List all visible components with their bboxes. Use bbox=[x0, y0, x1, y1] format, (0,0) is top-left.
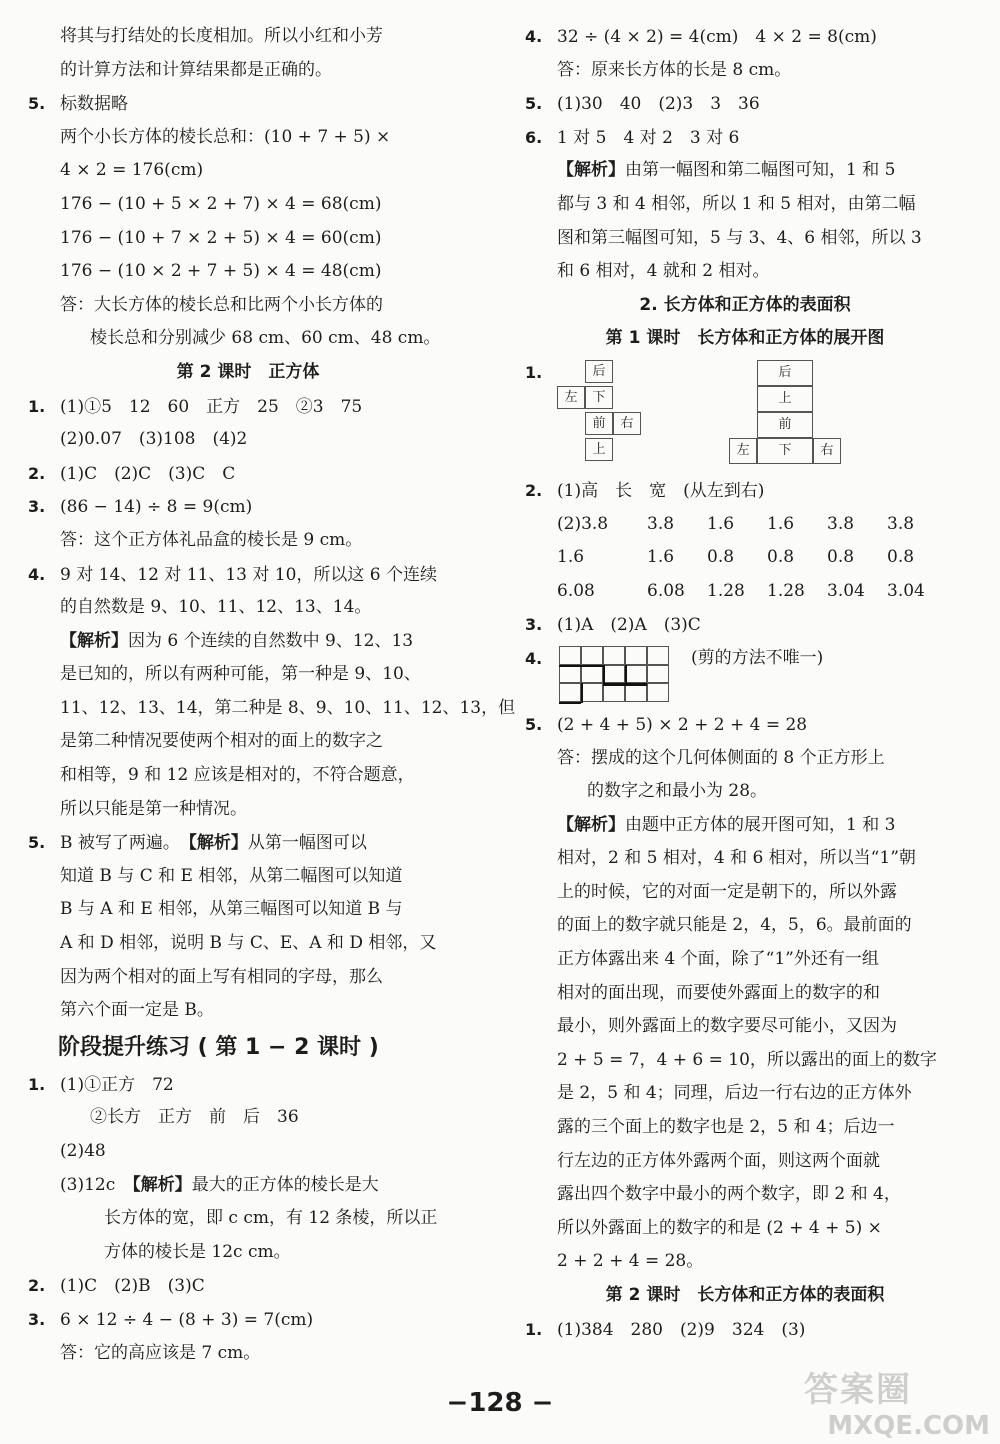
question-line bbox=[28, 826, 468, 860]
text-line: 是已知的，所以有两种可能，第一种是 9、10、 bbox=[60, 664, 421, 685]
net2-face-left: 左 bbox=[729, 438, 757, 464]
question-line bbox=[28, 1269, 468, 1303]
grid-cell bbox=[647, 665, 669, 684]
question-number: 5. bbox=[28, 833, 46, 853]
value-cell: 6.08 bbox=[557, 580, 595, 601]
net1-face-top: 上 bbox=[585, 438, 613, 461]
text-line: 所以外露面上的数字的和是 (2 + 4 + 5) × bbox=[557, 1217, 882, 1238]
grid-cell bbox=[559, 665, 581, 684]
cut-grid-figure bbox=[559, 646, 671, 704]
question-number: 4. bbox=[525, 27, 543, 46]
question-number: 3. bbox=[28, 497, 46, 517]
page-number: −128 − bbox=[446, 1388, 554, 1418]
value-cell: 1.28 bbox=[707, 580, 745, 601]
text-line: (2)0.07 (3)108 (4)2 bbox=[60, 429, 248, 450]
value-cell: (2)3.8 bbox=[557, 513, 609, 534]
text-line: 是 2，5 和 4；同理，后边一行右边的正方体外 bbox=[557, 1083, 912, 1104]
value-cell: 1.6 bbox=[767, 513, 795, 534]
text-line: 行左边的正方体外露两个面，则这两个面就 bbox=[557, 1150, 880, 1171]
text-line: 176 − (10 + 7 × 2 + 5) × 4 = 60(cm) bbox=[60, 227, 382, 248]
question-number: 3. bbox=[28, 1309, 46, 1329]
question-number: 4. bbox=[525, 648, 543, 668]
answer-text: 6 × 12 ÷ 4 − (8 + 3) = 7(cm) bbox=[60, 1309, 314, 1330]
analysis-text: 从第一幅图可以 bbox=[247, 833, 367, 854]
value-row bbox=[525, 541, 965, 575]
grid-cell bbox=[647, 683, 669, 702]
question-number: 1. bbox=[525, 1319, 543, 1339]
question-line bbox=[525, 121, 965, 155]
text-line: 11、12、13、14，第二种是 8、9、10、11、12、13，但 bbox=[60, 697, 516, 718]
analysis-line bbox=[525, 809, 965, 843]
value-cell: 3.8 bbox=[887, 513, 915, 534]
text-line: 4 × 2 = 176(cm) bbox=[60, 160, 204, 181]
question-number: 1. bbox=[525, 362, 543, 382]
analysis-text: 最大的正方体的棱长是大 bbox=[191, 1174, 379, 1195]
net2-face-back: 后 bbox=[757, 360, 813, 386]
question-line bbox=[28, 490, 468, 524]
answer-text: (1)C (2)B (3)C bbox=[60, 1276, 205, 1297]
text-line: 上的时候，它的对面一定是朝下的，所以外露 bbox=[557, 881, 897, 902]
grid-question bbox=[525, 642, 965, 708]
net2-face-top: 上 bbox=[757, 386, 813, 412]
value-cell: 3.8 bbox=[647, 513, 675, 534]
right-section-c bbox=[525, 708, 965, 1346]
grid-cell bbox=[625, 665, 647, 684]
net2-face-bottom: 下 bbox=[757, 438, 813, 464]
question-line bbox=[525, 708, 965, 742]
question-line bbox=[28, 1068, 468, 1102]
analysis-line bbox=[525, 154, 965, 188]
answer-text: 9 对 14、12 对 11、13 对 10，所以这 6 个连续 bbox=[60, 564, 438, 585]
analysis-tag: 【解析】 bbox=[557, 814, 625, 835]
question-number: 1. bbox=[28, 1074, 46, 1094]
text-line: ②长方 正方 前 后 36 bbox=[90, 1107, 299, 1128]
question-number: 5. bbox=[525, 94, 543, 114]
cuboid-net-1 bbox=[557, 360, 677, 466]
text-line: A 和 D 相邻，说明 B 与 C、E、A 和 D 相邻，又 bbox=[60, 933, 437, 954]
net1-face-front: 前 bbox=[585, 412, 613, 435]
question-line bbox=[525, 474, 965, 508]
answer-text: (86 − 14) ÷ 8 = 9(cm) bbox=[60, 497, 253, 518]
answer-text: 1 对 5 4 对 2 3 对 6 bbox=[557, 127, 740, 148]
net1-face-bottom: 下 bbox=[585, 386, 613, 409]
text-line: 答：这个正方体礼品盒的棱长是 9 cm。 bbox=[60, 529, 363, 550]
text-line: 答：大长方体的棱长总和比两个小长方体的 bbox=[60, 294, 383, 315]
value-cell: 1.28 bbox=[767, 580, 805, 601]
right-section-a bbox=[525, 20, 965, 356]
grid-cell bbox=[625, 683, 647, 702]
grid-cell bbox=[625, 646, 647, 665]
text-line: 答：它的高应该是 7 cm。 bbox=[60, 1342, 261, 1363]
answer-text: (1)30 40 (2)3 3 36 bbox=[557, 94, 760, 115]
grid-cell bbox=[647, 646, 669, 665]
answer-text: (1)高 长 宽 (从左到右) bbox=[557, 480, 765, 501]
question-number: 6. bbox=[525, 127, 543, 147]
text-line: 长方体的宽，即 c cm，有 12 条棱，所以正 bbox=[104, 1208, 438, 1229]
value-cell: 3.8 bbox=[827, 513, 855, 534]
answer-text: (2 + 4 + 5) × 2 + 2 + 4 = 28 bbox=[557, 714, 808, 735]
net1-face-left: 左 bbox=[557, 386, 585, 409]
watermark-text: 答案圈 bbox=[804, 1370, 912, 1410]
cut-line bbox=[559, 702, 581, 704]
text-line: 相对，2 和 5 相对，4 和 6 相对，所以当“1”朝 bbox=[557, 848, 916, 869]
question-line bbox=[525, 20, 965, 54]
answer-text: (1)C (2)C (3)C C bbox=[60, 463, 236, 484]
text-line: 第六个面一定是 B。 bbox=[60, 1000, 214, 1021]
grid-cell bbox=[581, 665, 603, 684]
text-line: 最小，则外露面上的数字要尽可能小，又因为 bbox=[557, 1016, 897, 1037]
net2-face-front: 前 bbox=[757, 412, 813, 438]
value-cell: 3.04 bbox=[887, 580, 925, 601]
net2-face-right: 右 bbox=[813, 438, 841, 464]
text-line: 正方体露出来 4 个面，除了“1”外还有一组 bbox=[557, 949, 879, 970]
text-line: 和相等，9 和 12 应该是相对的，不符合题意， bbox=[60, 765, 415, 786]
text-line: 的面上的数字就只能是 2，4，5，6。最前面的 bbox=[557, 915, 912, 936]
text-line: 方体的棱长是 12c cm。 bbox=[104, 1241, 291, 1262]
analysis-text: 由第一幅图和第二幅图可知，1 和 5 bbox=[625, 160, 896, 181]
value-cell: 0.8 bbox=[827, 547, 855, 568]
question-number: 2. bbox=[28, 463, 46, 483]
question-line bbox=[28, 390, 468, 424]
right-section-b bbox=[525, 474, 965, 642]
question-number: 2. bbox=[525, 480, 543, 500]
question-line bbox=[525, 1313, 965, 1347]
value-cell: 1.6 bbox=[647, 547, 675, 568]
question-number: 5. bbox=[28, 94, 46, 114]
text-line: 的数字之和最小为 28。 bbox=[587, 781, 768, 802]
text-line: 答：原来长方体的长是 8 cm。 bbox=[557, 59, 792, 80]
question-line bbox=[525, 608, 965, 642]
answer-text: B 被写了两遍。 bbox=[60, 833, 189, 854]
question-number: 3. bbox=[525, 615, 543, 635]
analysis-line bbox=[28, 625, 468, 659]
value-cell: 3.04 bbox=[827, 580, 865, 601]
text-line: 的自然数是 9、10、11、12、13、14。 bbox=[60, 597, 372, 618]
text-line: 图和第三幅图可知，5 与 3、4、6 相邻，所以 3 bbox=[557, 227, 922, 248]
question-number: 1. bbox=[28, 396, 46, 416]
question-line bbox=[28, 457, 468, 491]
value-cell: 1.6 bbox=[557, 547, 585, 568]
grid-cell bbox=[581, 683, 603, 702]
value-row bbox=[525, 508, 965, 542]
answer-text: (1)①正方 72 bbox=[60, 1074, 174, 1095]
text-line: 两个小长方体的棱长总和：(10 + 7 + 5) × bbox=[60, 126, 391, 147]
section-heading: 第 1 课时 长方体和正方体的展开图 bbox=[605, 328, 885, 349]
text-line: 相对的面出现，而要使外露面上的数字的和 bbox=[557, 982, 880, 1003]
text-line: 知道 B 与 C 和 E 相邻，从第二幅图可以知道 bbox=[60, 865, 403, 886]
value-cell: 0.8 bbox=[707, 547, 735, 568]
text-line: 将其与打结处的长度相加。所以小红和小芳 bbox=[60, 26, 383, 46]
analysis-line bbox=[28, 1169, 468, 1203]
text-line: 是第二种情况要使两个相对的面上的数字之 bbox=[60, 731, 383, 752]
analysis-tag: 【解析】 bbox=[132, 1174, 192, 1195]
section-heading: 第 2 课时 正方体 bbox=[176, 361, 320, 382]
grid-cell bbox=[559, 646, 581, 665]
question-number: 2. bbox=[28, 1276, 46, 1296]
answer-text: 标数据略 bbox=[60, 94, 128, 115]
cut-line bbox=[603, 665, 605, 685]
cut-line bbox=[581, 683, 583, 703]
analysis-text: 由题中正方体的展开图可知，1 和 3 bbox=[625, 814, 896, 835]
grid-cell bbox=[559, 683, 581, 702]
grid-note: (剪的方法不唯一) bbox=[691, 647, 824, 668]
net1-face-back: 后 bbox=[585, 360, 613, 383]
value-cell: 0.8 bbox=[767, 547, 795, 568]
section-heading: 2. 长方体和正方体的表面积 bbox=[639, 294, 851, 315]
watermark-url: MXQE.COM bbox=[827, 1411, 990, 1441]
analysis-tag: 【解析】 bbox=[557, 160, 625, 181]
answer-text: (1)A (2)A (3)C bbox=[557, 615, 701, 636]
answer-text: (1)384 280 (2)9 324 (3) bbox=[557, 1319, 806, 1340]
question-line bbox=[28, 1303, 468, 1337]
text-line: 都与 3 和 4 相邻，所以 1 和 5 相对，由第二幅 bbox=[557, 193, 916, 214]
text-line: 2 + 5 = 7，4 + 6 = 10，所以露出的面上的数字 bbox=[557, 1049, 937, 1070]
value-cell: 0.8 bbox=[887, 547, 915, 568]
answer-text: 32 ÷ (4 × 2) = 4(cm) 4 × 2 = 8(cm) bbox=[557, 27, 877, 47]
cuboid-net-2 bbox=[725, 360, 845, 466]
cut-line bbox=[625, 665, 627, 685]
left-column bbox=[28, 20, 516, 1370]
question-number: 4. bbox=[28, 564, 46, 584]
value-row bbox=[525, 575, 965, 609]
right-column bbox=[525, 20, 965, 1346]
text-line: (2)48 bbox=[60, 1141, 106, 1161]
text-line: 露的三个面上的数字也是 2，5 和 4；后边一 bbox=[557, 1117, 895, 1138]
cut-line bbox=[559, 665, 603, 667]
question-line bbox=[28, 558, 468, 592]
question-line bbox=[525, 87, 965, 121]
analysis-text: 因为 6 个连续的自然数中 9、12、13 bbox=[128, 630, 414, 651]
analysis-tag: 【解析】 bbox=[60, 630, 128, 651]
question-number: 5. bbox=[525, 714, 543, 734]
text-line: 176 − (10 × 2 + 7 + 5) × 4 = 48(cm) bbox=[60, 261, 382, 282]
question-line bbox=[28, 87, 468, 121]
value-cell: 6.08 bbox=[647, 580, 685, 601]
section-heading: 第 2 课时 长方体和正方体的表面积 bbox=[605, 1285, 885, 1305]
text-line: 棱长总和分别减少 68 cm、60 cm、48 cm。 bbox=[90, 328, 441, 349]
text-line: 2 + 2 + 4 = 28。 bbox=[557, 1251, 704, 1272]
text-line: 露出四个数字中最小的两个数字，即 2 和 4， bbox=[557, 1184, 901, 1205]
text-line: 的计算方法和计算结果都是正确的。 bbox=[60, 59, 332, 80]
grid-cell bbox=[603, 665, 625, 684]
value-cell: 1.6 bbox=[707, 513, 735, 534]
analysis-tag: 【解析】 bbox=[188, 833, 248, 854]
exercise-heading: 阶段提升练习 ( 第 1 − 2 课时 ) bbox=[58, 1034, 379, 1060]
grid-cell bbox=[603, 683, 625, 702]
net1-face-right: 右 bbox=[613, 412, 641, 435]
text-line: B 与 A 和 E 相邻，从第三幅图可以知道 B 与 bbox=[60, 899, 403, 920]
text-line: 答：摆成的这个几何体侧面的 8 个正方形上 bbox=[557, 747, 885, 768]
text-line: 和 6 相对，4 就和 2 相对。 bbox=[557, 261, 770, 282]
text-line: 所以只能是第一种情况。 bbox=[60, 798, 247, 819]
net-question bbox=[525, 356, 965, 474]
text-line: 176 − (10 + 5 × 2 + 7) × 4 = 68(cm) bbox=[60, 193, 382, 214]
grid-cell bbox=[581, 646, 603, 665]
answer-text: (1)①5 12 60 正方 25 ②3 75 bbox=[60, 396, 363, 417]
text-line: 因为两个相对的面上写有相同的字母，那么 bbox=[60, 966, 383, 987]
grid-cell bbox=[603, 646, 625, 665]
answer-text: (3)12c bbox=[60, 1174, 133, 1195]
watermark-logo bbox=[804, 1362, 994, 1442]
